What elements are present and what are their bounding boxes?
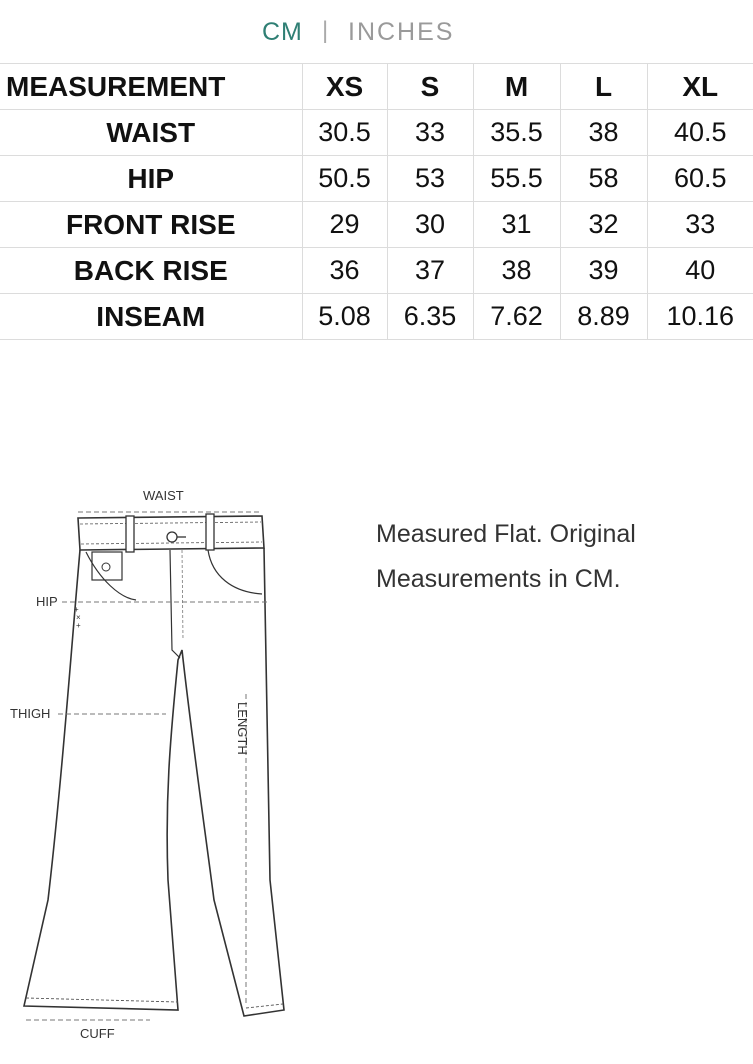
table-cell: 5.08 (302, 294, 387, 340)
header-size-l: L (560, 64, 647, 110)
table-cell: 30.5 (302, 110, 387, 156)
table-cell: 50.5 (302, 156, 387, 202)
table-cell: 55.5 (473, 156, 560, 202)
table-cell: 30 (387, 202, 473, 248)
button-icon (167, 532, 177, 542)
front-pocket (86, 552, 136, 600)
waistband-stitch (80, 522, 261, 524)
unit-toggle (0, 14, 753, 50)
belt-loop (126, 516, 134, 552)
table-cell: 10.16 (647, 294, 753, 340)
table-row (0, 248, 753, 294)
thigh-label: THIGH (10, 706, 51, 721)
table-row (0, 294, 753, 340)
table-cell: 6.35 (387, 294, 473, 340)
unit-inches-option[interactable]: INCHES (348, 18, 455, 46)
table-cell: 33 (387, 110, 473, 156)
table-cell: 36 (302, 248, 387, 294)
table-cell: 53 (387, 156, 473, 202)
logo-icon (102, 563, 110, 571)
table-cell: 40 (647, 248, 753, 294)
unit-cm-option[interactable]: CM (262, 18, 303, 46)
table-row (0, 156, 753, 202)
measurement-note: Measured Flat. Original Measurements in CM. (376, 520, 636, 593)
waist-label: WAIST (143, 488, 184, 503)
table-cell: 60.5 (647, 156, 753, 202)
table-cell: 38 (473, 248, 560, 294)
row-label-front-rise: FRONT RISE (0, 202, 302, 248)
table-cell: 39 (560, 248, 647, 294)
jeans-outline (24, 548, 284, 1016)
header-measurement: MEASUREMENT (0, 64, 302, 110)
header-size-xl: XL (647, 64, 753, 110)
table-cell: 29 (302, 202, 387, 248)
belt-loop (206, 514, 214, 550)
rivet-mark: × (76, 613, 81, 622)
size-chart-table (0, 63, 753, 340)
table-cell: 40.5 (647, 110, 753, 156)
length-label: LENGTH (235, 702, 250, 755)
jeans-measurement-diagram (0, 480, 300, 1064)
header-size-s: S (387, 64, 473, 110)
row-label-back-rise: BACK RISE (0, 248, 302, 294)
fly-stitch (170, 550, 180, 658)
hip-label: HIP (36, 594, 58, 609)
cuff-label: CUFF (80, 1026, 115, 1041)
hem-line (26, 998, 178, 1002)
table-cell: 33 (647, 202, 753, 248)
waistband-outline (78, 516, 264, 550)
table-cell: 32 (560, 202, 647, 248)
front-pocket (208, 550, 262, 594)
table-row (0, 110, 753, 156)
table-cell: 37 (387, 248, 473, 294)
table-cell: 8.89 (560, 294, 647, 340)
table-cell: 58 (560, 156, 647, 202)
hem-line (246, 1004, 283, 1008)
table-cell: 35.5 (473, 110, 560, 156)
table-header-row (0, 64, 753, 110)
row-label-hip: HIP (0, 156, 302, 202)
table-cell: 31 (473, 202, 560, 248)
table-cell: 7.62 (473, 294, 560, 340)
row-label-waist: WAIST (0, 110, 302, 156)
header-size-xs: XS (302, 64, 387, 110)
header-size-m: M (473, 64, 560, 110)
coin-pocket (92, 552, 122, 580)
fly-stitch (182, 550, 183, 640)
rivet-mark: + (74, 605, 79, 614)
row-label-inseam: INSEAM (0, 294, 302, 340)
table-cell: 38 (560, 110, 647, 156)
unit-separator: | (322, 17, 329, 44)
table-row (0, 202, 753, 248)
rivet-mark: + (76, 621, 81, 630)
